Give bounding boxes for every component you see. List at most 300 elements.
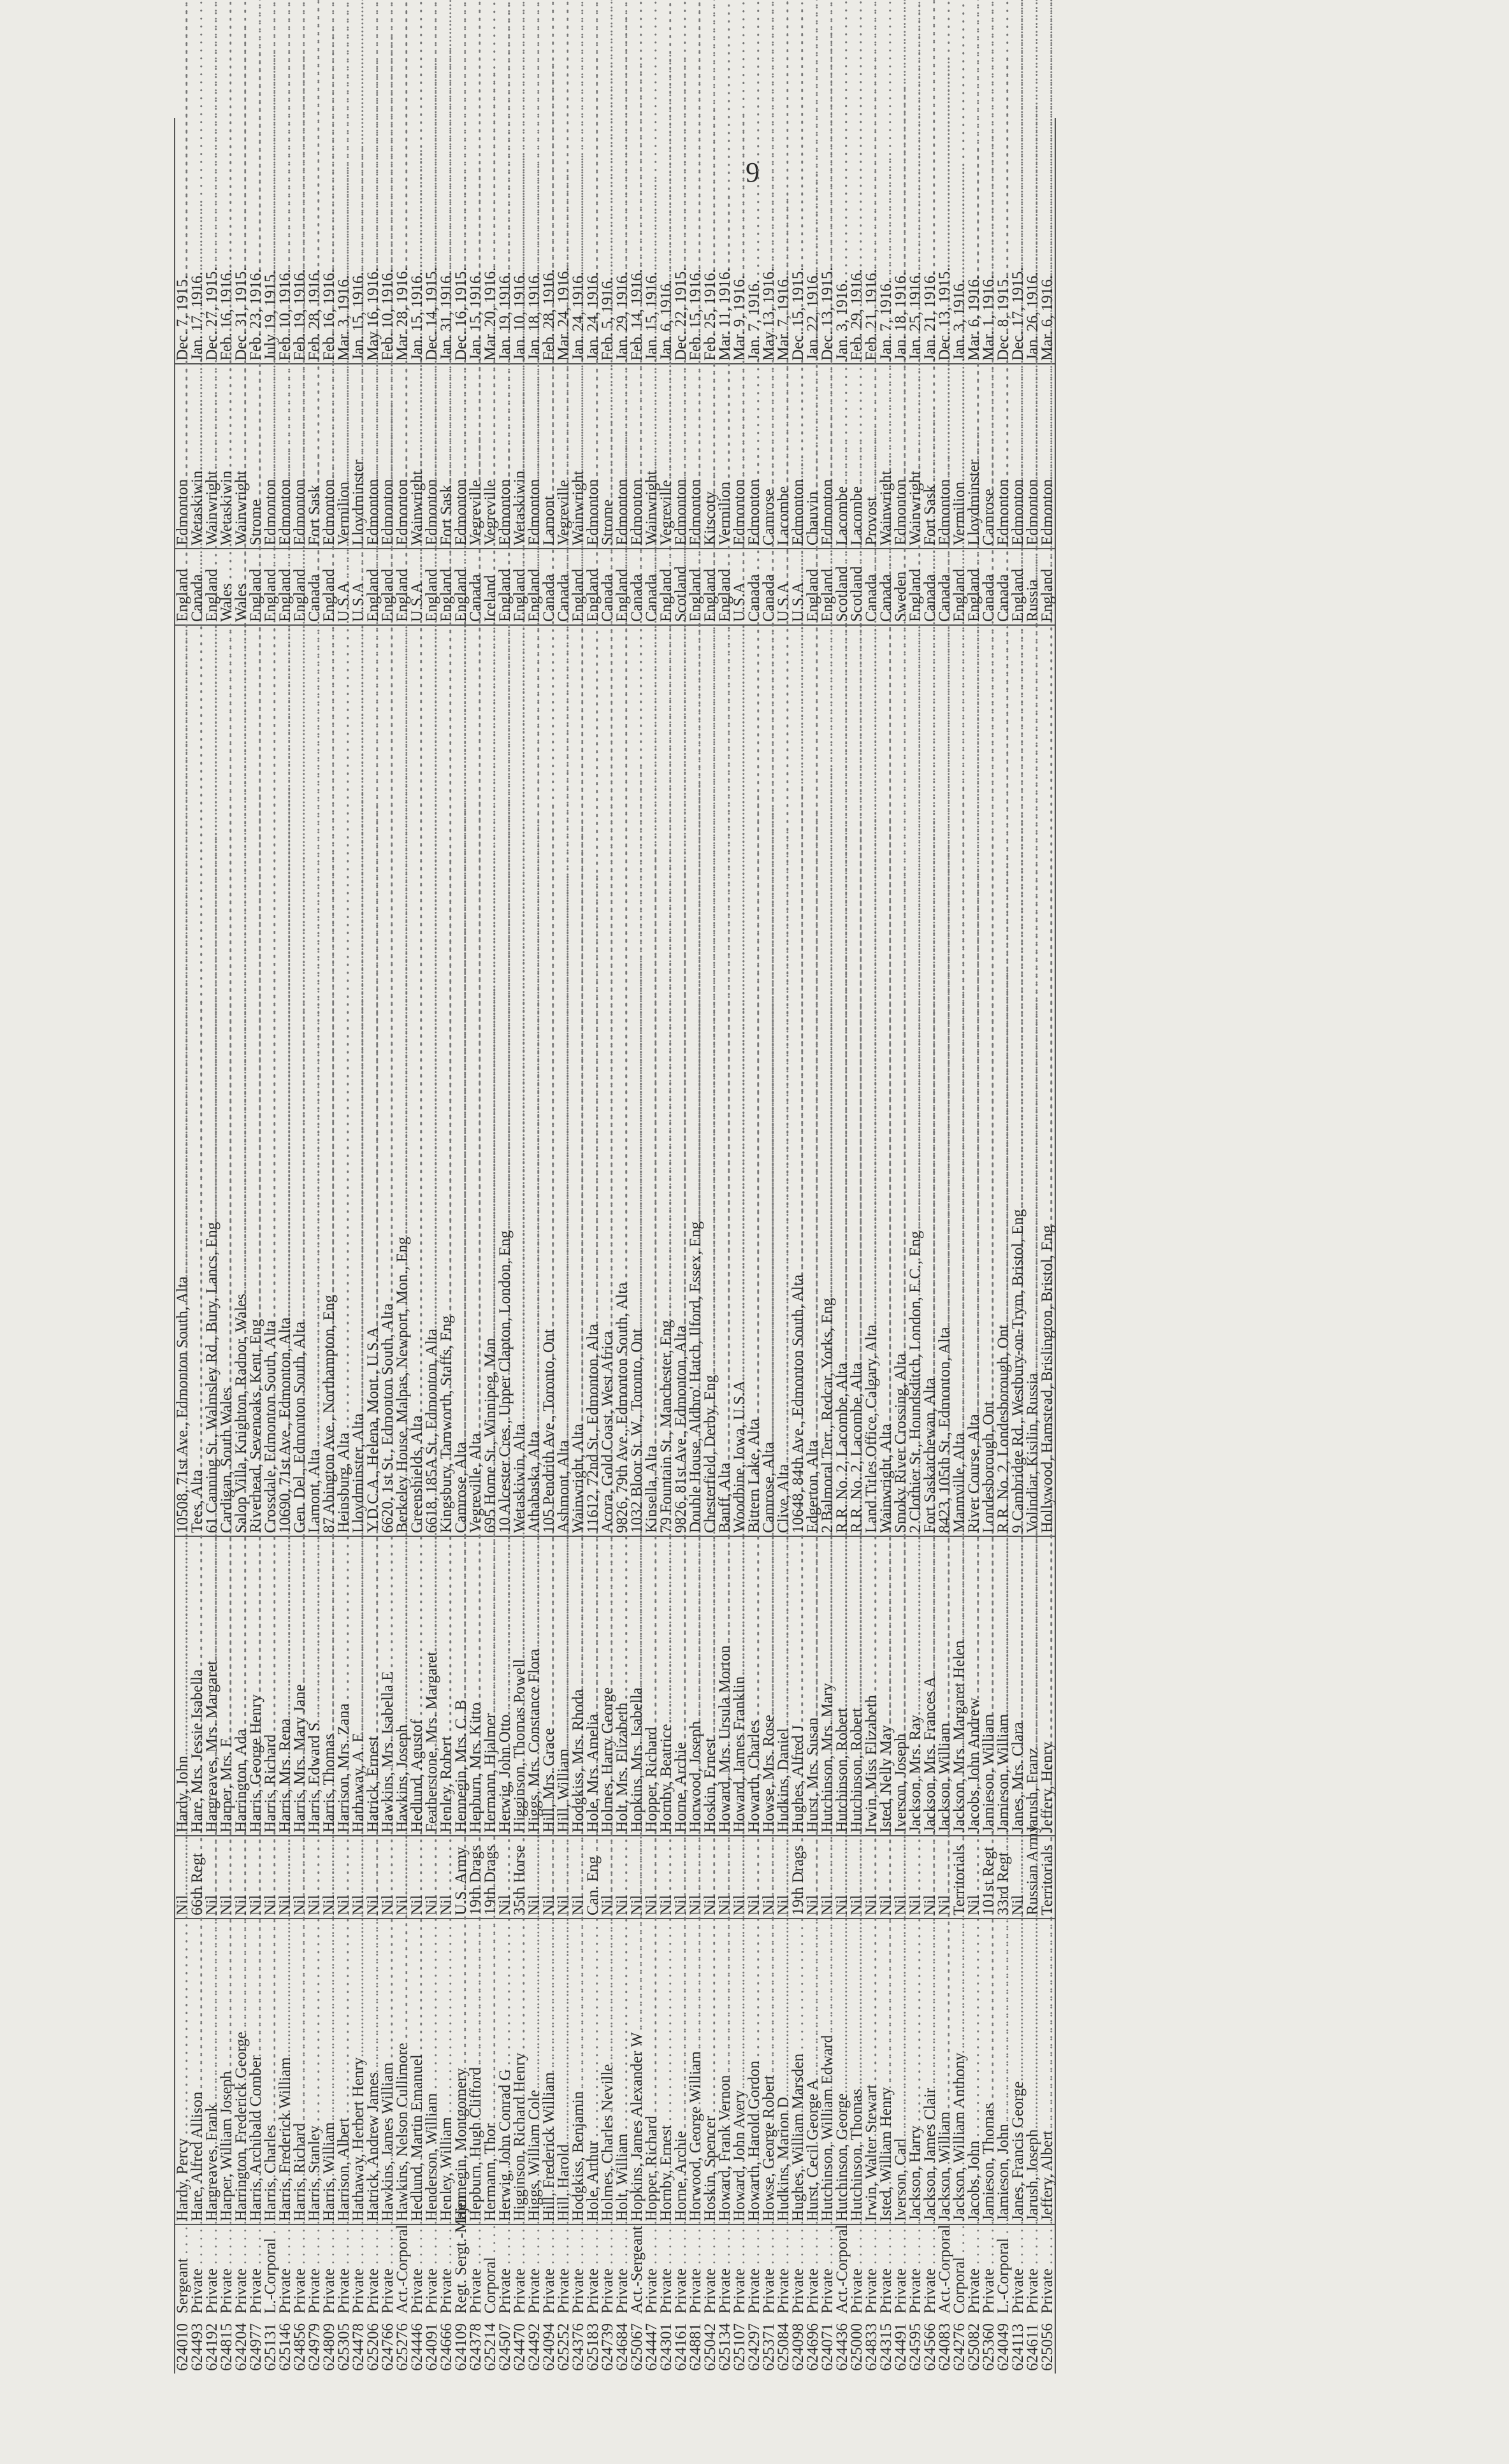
former-unit: Nil . . . — [688, 1836, 703, 1919]
enlistment-date: Mar. 1, 1916. — [980, 275, 997, 361]
rank: Private . . . — [791, 2224, 805, 2316]
former-unit: Nil . . . — [674, 1836, 688, 1919]
next-of-kin: Jarush, Franz . . . — [1025, 1536, 1040, 1836]
country-of-birth: England . . . — [278, 549, 292, 625]
kin-address: 6620, 1st St., Edmonton South, Alta . . . — [380, 625, 395, 1536]
next-of-kin: Janes, Mrs. Clara . . . — [1011, 1536, 1025, 1836]
next-of-kin: Jackson, Mrs. Margaret Helen . . . — [952, 1536, 967, 1836]
table-row — [336, 118, 351, 2374]
next-of-kin: Isted, Nelly May . . . — [879, 1536, 893, 1836]
former-unit: Nil . . . — [307, 1836, 322, 1919]
enlistment-date: Dec. 15, 1915. — [790, 267, 807, 361]
kin-address: 10508, 71st Ave., Edmonton South, Alta . . . — [175, 625, 190, 1536]
soldier-name: Irwin, Walter Stewart . . . — [864, 1919, 879, 2224]
kin-address: R.R. No. 2, Lacombe, Alta . . . — [835, 625, 849, 1536]
former-unit: Nil . . . — [849, 1836, 864, 1919]
enlistment-date: Mar. 11, 1916. — [716, 268, 733, 361]
former-unit: Nil . . . — [278, 1836, 292, 1919]
table-row — [967, 118, 981, 2374]
place-of-enlistment: Edmonton . . . — [380, 364, 395, 549]
rank: L.-Corporal . . . — [996, 2224, 1011, 2316]
next-of-kin: Hardy, John . . . — [175, 1536, 190, 1836]
regimental-number: 624378 — [467, 2323, 484, 2371]
country-of-birth: England . . . — [395, 549, 410, 625]
enlistment-date: Jan. 18, 1916. — [526, 271, 543, 361]
next-of-kin: Hill, Mrs. Grace . . . — [542, 1536, 556, 1836]
table-row — [630, 118, 644, 2374]
kin-address: Vegreville, Alta . . . — [468, 625, 483, 1536]
soldier-name: Higginson, Richard Henry . . . — [512, 1919, 527, 2224]
country-of-birth: England . . . — [322, 549, 336, 625]
country-of-birth: England . . . — [527, 549, 542, 625]
place-of-enlistment: Edmonton . . . — [322, 364, 336, 549]
former-unit: Nil . . . — [835, 1836, 849, 1919]
soldier-name: Harris, Richard . . . — [292, 1919, 307, 2224]
table-row — [439, 118, 454, 2374]
next-of-kin: Hudkins, Daniel . . . — [776, 1536, 791, 1836]
country-of-birth: Wales . . . — [219, 549, 234, 625]
enlistment-date: Mar. 7, 1916. — [775, 275, 792, 361]
table-row — [175, 118, 190, 2374]
former-unit: Nil . . . — [366, 1836, 380, 1919]
roster-rotator — [174, 118, 1327, 2374]
place-of-enlistment: Wetaskiwin . . . — [512, 364, 527, 549]
country-of-birth: Canada . . . — [644, 549, 659, 625]
next-of-kin: Herwig, John Otto . . . — [498, 1536, 512, 1836]
country-of-birth: U.S.A . . . — [351, 549, 366, 625]
place-of-enlistment: Edmonton . . . — [688, 364, 703, 549]
soldier-name: Howard, John Avery . . . — [732, 1919, 747, 2224]
table-row — [747, 118, 762, 2374]
table-row — [410, 118, 424, 2374]
table-row — [351, 118, 366, 2374]
soldier-name: Hornby, Ernest . . . — [659, 1919, 674, 2224]
former-unit: Nil . . . — [542, 1836, 556, 1919]
rank: Private . . . — [1040, 2224, 1055, 2316]
soldier-name: Hargreaves, Frank . . . — [205, 1919, 219, 2224]
soldier-name: Hutchinson, Thomas . . . — [849, 1919, 864, 2224]
rank: Private . . . — [967, 2224, 981, 2316]
rank: Private . . . — [747, 2224, 762, 2316]
regimental-number: 624204 — [233, 2323, 250, 2371]
place-of-enlistment: Edmonton . . . — [732, 364, 747, 549]
enlistment-date: Jan. 15, 1916. — [408, 271, 426, 361]
regimental-number: 624470 — [511, 2323, 528, 2371]
table-row — [849, 118, 864, 2374]
enlistment-date: Mar. 3, 1916. — [335, 275, 352, 361]
rank: Private . . . — [292, 2224, 307, 2316]
kin-address: Chesterfield, Derby, Eng . . . — [703, 625, 718, 1536]
place-of-enlistment: Wainwright . . . — [410, 364, 424, 549]
next-of-kin: Hawkins, Mrs. Isabella E . . . — [380, 1536, 395, 1836]
regimental-number: 624766 — [379, 2323, 396, 2371]
former-unit: Nil . . . — [219, 1836, 234, 1919]
table-row — [981, 118, 996, 2374]
table-row — [483, 118, 498, 2374]
enlistment-date: Jan. 29, 1916. — [614, 271, 631, 361]
next-of-kin: Hermann, Hjalmer . . . — [483, 1536, 498, 1836]
regimental-number: 625107 — [731, 2323, 748, 2371]
next-of-kin: Harris, Thomas . . . — [322, 1536, 336, 1836]
enlistment-date: Jan. 25, 1916. — [907, 271, 924, 361]
place-of-enlistment: Vegreville . . . — [483, 364, 498, 549]
country-of-birth: Canada . . . — [996, 549, 1011, 625]
rank: Private . . . — [512, 2224, 527, 2316]
table-row — [454, 118, 468, 2374]
country-of-birth: Canada . . . — [556, 549, 571, 625]
kin-address: Gen. Del., Edmonton South, Alta . . . — [292, 625, 307, 1536]
former-unit: Nil . . . — [498, 1836, 512, 1919]
kin-address: Bittern Lake, Alta . . . — [747, 625, 762, 1536]
soldier-name: Hedlund, Martin Emanuel . . . — [410, 1919, 424, 2224]
regimental-number: 624376 — [570, 2323, 587, 2371]
enlistment-date: Jan. 6, 1916. — [658, 279, 675, 361]
rank: L.-Corporal . . . — [263, 2224, 278, 2316]
soldier-name: Hatrick, Andrew James . . . — [366, 1919, 380, 2224]
former-unit: U.S. Army . . . — [454, 1836, 468, 1919]
table-row — [864, 118, 879, 2374]
kin-address: R.R. No. 2, Lacombe, Alta . . . — [849, 625, 864, 1536]
regimental-number: 625146 — [277, 2323, 294, 2371]
kin-address: Hollywood, Hamstead, Brislington, Bristol, Eng . . . — [1040, 625, 1055, 1536]
place-of-enlistment: Vermilion . . . — [718, 364, 732, 549]
enlistment-date: Feb. 15, 1916. — [687, 269, 704, 361]
former-unit: Nil . . . — [336, 1836, 351, 1919]
former-unit: Nil . . . — [234, 1836, 249, 1919]
table-row — [952, 118, 967, 2374]
next-of-kin: Harris, George Henry . . . — [249, 1536, 263, 1836]
enlistment-date: Jan. 24, 1916. — [570, 271, 587, 361]
soldier-name: Jamieson, John . . . — [996, 1919, 1011, 2224]
soldier-name: Jackson, Harry . . . — [908, 1919, 923, 2224]
kin-address: Double House, Aldbro' Hatch, Ilford, Essex, Eng . . . — [688, 625, 703, 1536]
table-row — [249, 118, 263, 2374]
place-of-enlistment: Kitscoty . . . — [703, 364, 718, 549]
kin-address: 10690, 71st Ave., Edmonton, Alta . . . — [278, 625, 292, 1536]
place-of-enlistment: Wainwright . . . — [908, 364, 923, 549]
place-of-enlistment: Vegreville . . . — [556, 364, 571, 549]
table-row — [615, 118, 630, 2374]
place-of-enlistment: Edmonton . . . — [747, 364, 762, 549]
rank: Act.-Corporal . . . — [835, 2224, 849, 2316]
place-of-enlistment: Edmonton . . . — [175, 364, 190, 549]
soldier-name: Holt, William . . . — [615, 1919, 630, 2224]
rank: Private . . . — [864, 2224, 879, 2316]
place-of-enlistment: Edmonton . . . — [527, 364, 542, 549]
regimental-number: 624684 — [614, 2323, 631, 2371]
enlistment-date: May 13, 1916. — [760, 268, 777, 361]
rank: Private . . . — [439, 2224, 454, 2316]
rank: Private . . . — [849, 2224, 864, 2316]
regimental-number: 624049 — [995, 2323, 1012, 2371]
regimental-number: 624301 — [658, 2323, 675, 2371]
rank: Private . . . — [981, 2224, 996, 2316]
rank: Private . . . — [424, 2224, 439, 2316]
enlistment-date: July 19, 1915. — [262, 270, 279, 361]
place-of-enlistment: Wainwright . . . — [879, 364, 893, 549]
soldier-name: Howard, Frank Vernon . . . — [718, 1919, 732, 2224]
rank: Private . . . — [762, 2224, 776, 2316]
enlistment-date: Feb. 28, 1916. — [306, 269, 323, 361]
regimental-number: 625084 — [775, 2323, 792, 2371]
enlistment-date: Jan. 31, 1916. — [438, 271, 455, 361]
country-of-birth: Canada . . . — [630, 549, 644, 625]
rank: Private . . . — [366, 2224, 380, 2316]
regimental-number: 624010 — [174, 2323, 191, 2371]
soldier-name: Janes, Francis George . . . — [1011, 1919, 1025, 2224]
soldier-name: Hodgkiss, Benjamin . . . — [571, 1919, 586, 2224]
next-of-kin: Harrington, Ada . . . — [234, 1536, 249, 1836]
kin-address: Kinsella, Alta . . . — [644, 625, 659, 1536]
enlistment-date: Mar. 20, 1916. — [482, 267, 499, 361]
kin-address: 10648, 84th Ave., Edmonton South, Alta . . . — [791, 625, 805, 1536]
place-of-enlistment: Wetaskiwin . . . — [219, 364, 234, 549]
country-of-birth: Canada . . . — [937, 549, 952, 625]
soldier-name: Higgs, William Cole . . . — [527, 1919, 542, 2224]
table-row — [1025, 118, 1040, 2374]
soldier-name: Isted, William Henry . . . — [879, 1919, 893, 2224]
kin-address: 9 Cambridge Rd., Westbury-on-Trym, Bristol, Eng . . . — [1011, 625, 1025, 1536]
page-number: 9 — [746, 157, 760, 188]
enlistment-date: Feb. 10, 1916. — [379, 269, 396, 361]
former-unit: Can. Eng . . . — [586, 1836, 600, 1919]
former-unit: 19th Drags . . . — [468, 1836, 483, 1919]
regimental-number: 624161 — [672, 2323, 690, 2371]
place-of-enlistment: Wainwright . . . — [205, 364, 219, 549]
place-of-enlistment: Lacombe . . . — [849, 364, 864, 549]
kin-address: River Course, Alta . . . — [967, 625, 981, 1536]
regimental-number: 625252 — [555, 2323, 572, 2371]
place-of-enlistment: Edmonton . . . — [424, 364, 439, 549]
place-of-enlistment: Wainwright . . . — [644, 364, 659, 549]
roster-frame — [174, 118, 1056, 2374]
soldier-name: Hathaway, Herbert Henry . . . — [351, 1919, 366, 2224]
country-of-birth: England . . . — [263, 549, 278, 625]
kin-address: 105 Pendrith Ave., Toronto, Ont . . . — [542, 625, 556, 1536]
kin-address: Woodbine, Iowa, U.S.A . . . — [732, 625, 747, 1536]
regimental-number: 624856 — [291, 2323, 308, 2371]
enlistment-date: Mar. 6, 1916. — [965, 275, 983, 361]
kin-address: 11612, 72nd St., Edmonton, Alta . . . — [586, 625, 600, 1536]
place-of-enlistment: Strome . . . — [600, 364, 615, 549]
enlistment-date: Jan. 7, 1916. — [877, 279, 895, 361]
former-unit: Nil . . . — [879, 1836, 893, 1919]
rank: Act.-Sergeant . . . — [630, 2224, 644, 2316]
soldier-name: Jackson, James Clair . . . — [923, 1919, 937, 2224]
rank: Private . . . — [908, 2224, 923, 2316]
place-of-enlistment: Lacombe . . . — [776, 364, 791, 549]
soldier-name: Hoskin, Spencer . . . — [703, 1919, 718, 2224]
former-unit: Nil . . . — [820, 1836, 835, 1919]
next-of-kin: Howard, Mrs. Ursula Morton . . . — [718, 1536, 732, 1836]
table-row — [322, 118, 336, 2374]
next-of-kin: Hornby, Beatrice . . . — [659, 1536, 674, 1836]
former-unit: Nil . . . — [424, 1836, 439, 1919]
kin-address: 1032 Bloor St. W., Toronto, Ont . . . — [630, 625, 644, 1536]
place-of-enlistment: Edmonton . . . — [586, 364, 600, 549]
regimental-number: 624491 — [892, 2323, 909, 2371]
enlistment-date: Jan. 10, 1916. — [511, 271, 528, 361]
regimental-number: 624492 — [526, 2323, 543, 2371]
former-unit: Russian Army . . . — [1025, 1836, 1040, 1919]
roster-table — [175, 118, 1055, 2374]
enlistment-date: Dec. 14, 1915. — [423, 267, 440, 361]
next-of-kin: Hutchinson, Mrs. Mary . . . — [820, 1536, 835, 1836]
soldier-name: Hutchinson, William Edward . . . — [820, 1919, 835, 2224]
soldier-name: Harris, Charles . . . — [263, 1919, 278, 2224]
soldier-name: Hopper, Richard . . . — [644, 1919, 659, 2224]
table-row — [762, 118, 776, 2374]
table-row — [688, 118, 703, 2374]
next-of-kin: Featherstone, Mrs. Margaret . . . — [424, 1536, 439, 1836]
soldier-name: Howarth, Harold Gordon . . . — [747, 1919, 762, 2224]
kin-address: Heinsburg, Alta . . . — [336, 625, 351, 1536]
soldier-name: Hawkins, Nelson Cullimore . . . — [395, 1919, 410, 2224]
place-of-enlistment: Edmonton . . . — [366, 364, 380, 549]
next-of-kin: Hedlund, Agustof . . . — [410, 1536, 424, 1836]
country-of-birth: U.S.A . . . — [732, 549, 747, 625]
table-row — [205, 118, 219, 2374]
country-of-birth: England . . . — [424, 549, 439, 625]
regimental-number: 625056 — [1039, 2323, 1056, 2371]
rank: Private . . . — [571, 2224, 586, 2316]
country-of-birth: England . . . — [498, 549, 512, 625]
next-of-kin: Hopper, Richard . . . — [644, 1536, 659, 1836]
table-row — [571, 118, 586, 2374]
kin-address: Edgerton, Alta . . . — [805, 625, 820, 1536]
regimental-number: 625067 — [628, 2323, 646, 2371]
soldier-name: Hermann, Thor . . . — [483, 1919, 498, 2224]
kin-address: Londesborough, Ont . . . — [981, 625, 996, 1536]
next-of-kin: Irwin, Miss Elizabeth . . . — [864, 1536, 879, 1836]
regimental-number: 624192 — [203, 2323, 220, 2371]
table-row — [1011, 118, 1025, 2374]
kin-address: Riverhead, Sevenoaks, Kent, Eng . . . — [249, 625, 263, 1536]
table-row — [879, 118, 893, 2374]
enlistment-date: Jan. 22, 1916. — [804, 271, 821, 361]
enlistment-date: Feb. 29, 1916. — [848, 269, 865, 361]
kin-address: Salop Villa, Knighton, Radnor, Wales . . . — [234, 625, 249, 1536]
country-of-birth: U.S.A . . . — [336, 549, 351, 625]
former-unit: Nil . . . — [380, 1836, 395, 1919]
rank: Private . . . — [219, 2224, 234, 2316]
country-of-birth: England . . . — [380, 549, 395, 625]
rank: Act.-Corporal . . . — [395, 2224, 410, 2316]
enlistment-date: Jan. 21, 1916. — [921, 271, 939, 361]
place-of-enlistment: Chauvin . . . — [805, 364, 820, 549]
former-unit: Nil . . . — [718, 1836, 732, 1919]
country-of-birth: England . . . — [571, 549, 586, 625]
place-of-enlistment: Fort Sask . . . — [439, 364, 454, 549]
country-of-birth: England . . . — [952, 549, 967, 625]
former-unit: Nil . . . — [967, 1836, 981, 1919]
kin-address: Athabaska, Alta . . . — [527, 625, 542, 1536]
regimental-number: 625042 — [702, 2323, 719, 2371]
place-of-enlistment: Edmonton . . . — [630, 364, 644, 549]
place-of-enlistment: Wainwright . . . — [234, 364, 249, 549]
country-of-birth: England . . . — [454, 549, 468, 625]
soldier-name: Henderson, William . . . — [424, 1919, 439, 2224]
soldier-name: Harris, Frederick William . . . — [278, 1919, 292, 2224]
next-of-kin: Jackson, Mrs. Frances A . . . — [923, 1536, 937, 1836]
enlistment-date: Feb. 21, 1916. — [863, 269, 880, 361]
kin-address: Acora, Gold Coast, West Africa . . . — [600, 625, 615, 1536]
former-unit: Territorials . . . — [952, 1836, 967, 1919]
former-unit: Nil . . . — [630, 1836, 644, 1919]
country-of-birth: England . . . — [586, 549, 600, 625]
rank: Private . . . — [336, 2224, 351, 2316]
table-row — [190, 118, 205, 2374]
former-unit: Nil . . . — [893, 1836, 908, 1919]
regimental-number: 625082 — [965, 2323, 983, 2371]
soldier-name: Howse, George Robert . . . — [762, 1919, 776, 2224]
place-of-enlistment: Lloydminster . . . — [967, 364, 981, 549]
rank: Private . . . — [1025, 2224, 1040, 2316]
regimental-number: 624109 — [452, 2323, 470, 2371]
regimental-number: 624446 — [408, 2323, 426, 2371]
kin-address: Banff, Alta . . . — [718, 625, 732, 1536]
rank: Sergeant . . . — [175, 2224, 190, 2316]
former-unit: Nil . . . — [351, 1836, 366, 1919]
table-row — [923, 118, 937, 2374]
next-of-kin: Hill, William . . . — [556, 1536, 571, 1836]
place-of-enlistment: Edmonton . . . — [1025, 364, 1040, 549]
table-row — [498, 118, 512, 2374]
place-of-enlistment: Camrose . . . — [762, 364, 776, 549]
former-unit: Nil . . . — [703, 1836, 718, 1919]
soldier-name: Holmes, Charles Neville . . . — [600, 1919, 615, 2224]
regimental-number: 625214 — [482, 2323, 499, 2371]
soldier-name: Hopkins, James Alexander W . . . — [630, 1919, 644, 2224]
regimental-number: 624478 — [350, 2323, 367, 2371]
place-of-enlistment: Edmonton . . . — [791, 364, 805, 549]
enlistment-date: Mar. 9, 1916. — [731, 275, 748, 361]
country-of-birth: Scotland . . . — [674, 549, 688, 625]
regimental-number: 624977 — [247, 2323, 264, 2371]
regimental-number: 624815 — [218, 2323, 235, 2371]
country-of-birth: England . . . — [175, 549, 190, 625]
former-unit: Nil . . . — [439, 1836, 454, 1919]
rank: Private . . . — [805, 2224, 820, 2316]
former-unit: Nil . . . — [864, 1836, 879, 1919]
enlistment-date: Feb. 10, 1916. — [277, 269, 294, 361]
kin-address: Lamont, Alta . . . — [307, 625, 322, 1536]
table-row — [937, 118, 952, 2374]
rank: Private . . . — [468, 2224, 483, 2316]
regimental-number: 625305 — [335, 2323, 352, 2371]
enlistment-date: Jan. 7, 1916. — [746, 279, 763, 361]
enlistment-date: Jan. 15, 1916. — [643, 271, 660, 361]
rank: Private . . . — [249, 2224, 263, 2316]
next-of-kin: Hughes, Alfred J . . . — [791, 1536, 805, 1836]
rank: Private . . . — [380, 2224, 395, 2316]
table-row — [703, 118, 718, 2374]
soldier-name: Herwig, John Conrad G . . . — [498, 1919, 512, 2224]
former-unit: Nil . . . — [292, 1836, 307, 1919]
rank: Private . . . — [923, 2224, 937, 2316]
kin-address: Ashmont, Alta . . . — [556, 625, 571, 1536]
soldier-name: Hutchinson, George . . . — [835, 1919, 849, 2224]
regimental-number: 624833 — [863, 2323, 880, 2371]
enlistment-date: Jan. 26, 1916. — [1024, 271, 1041, 361]
next-of-kin: Hennegin, Mrs. C. B . . . — [454, 1536, 468, 1836]
former-unit: Nil . . . — [615, 1836, 630, 1919]
rank: Private . . . — [732, 2224, 747, 2316]
next-of-kin: Jacobs, John Andrew . . . — [967, 1536, 981, 1836]
country-of-birth: England . . . — [512, 549, 527, 625]
soldier-name: Jeffery, Albert . . . — [1040, 1919, 1055, 2224]
rank: Private . . . — [718, 2224, 732, 2316]
